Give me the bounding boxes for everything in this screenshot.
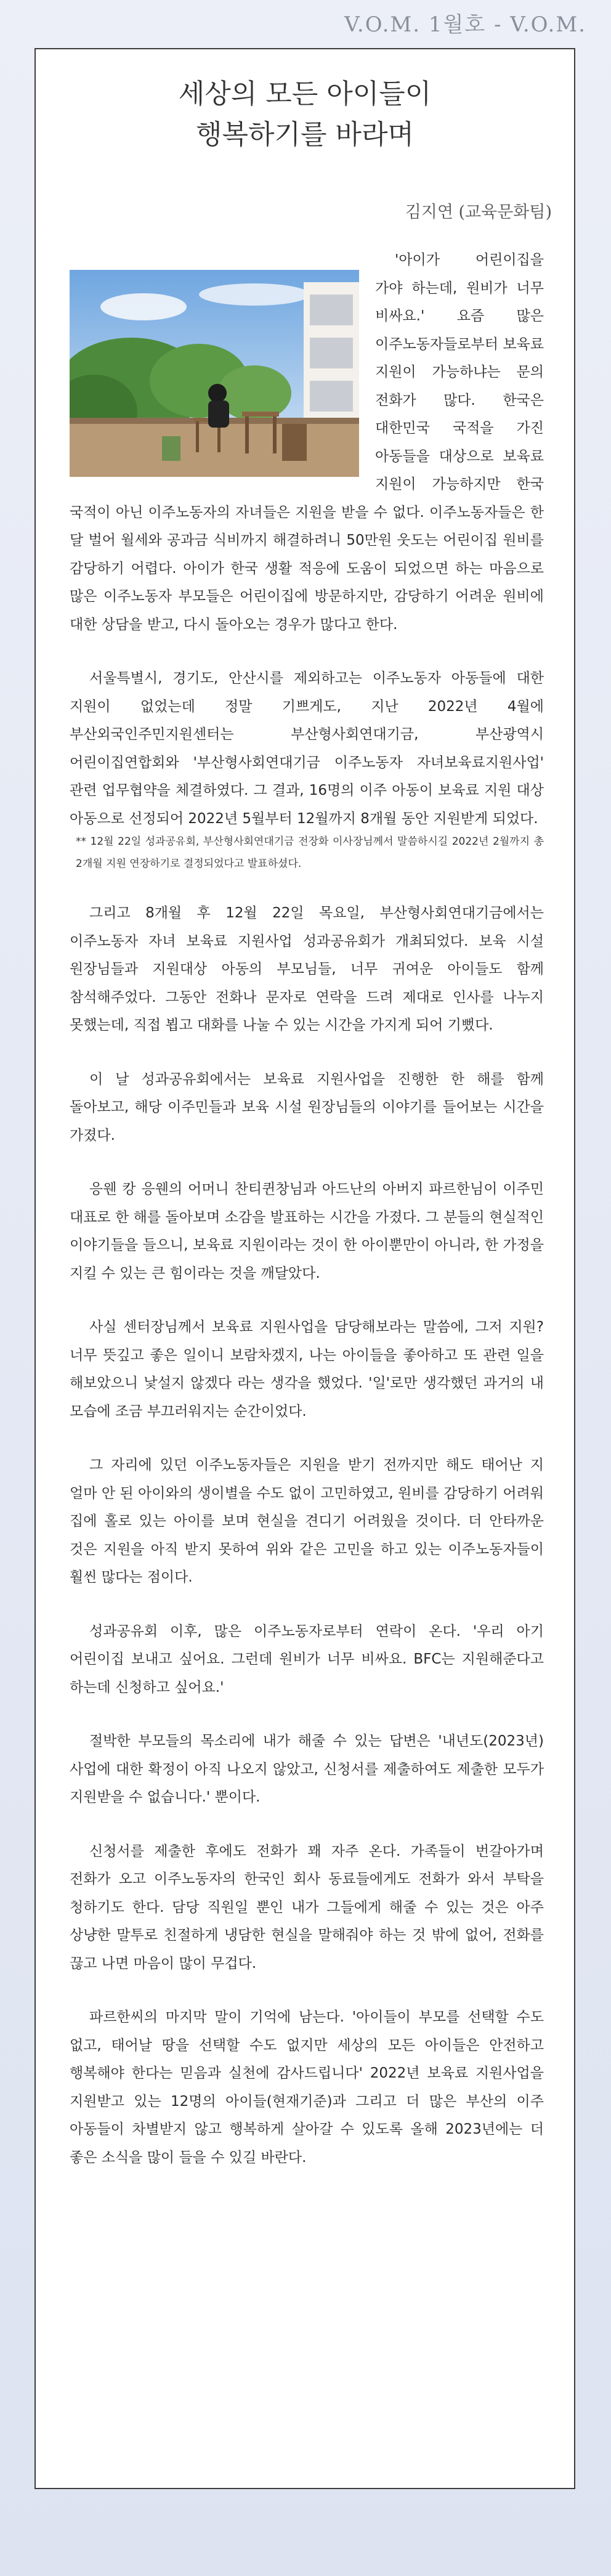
terrace-photo-image bbox=[70, 270, 359, 477]
paragraph-11: 파르한씨의 마지막 말이 기억에 남는다. '아이들이 부모를 선택할 수도 없고, 태어날 땅을 선택할 수도 없지만 세상의 모든 아이들은 안전하고 행복해야 한다는 믿음과 실천에 감사드립니다' 2022년 보육료 지원사업을 지원받고 있는 12명의 아이들(현재기준)과 그리고 더 많은 부산의 이주 아동들이 차별받지 않고 행복하게 살아갈 수 있도록 올해 2023년에는 더 좋은 소식을 많이 들을 수 있길 바란다. bbox=[70, 2009, 544, 2166]
article-title bbox=[36, 74, 574, 155]
article-paper bbox=[34, 48, 575, 2489]
paragraph-10: 신청서를 제출한 후에도 전화가 꽤 자주 온다. 가족들이 번갈아가며 전화가 오고 이주노동자의 한국인 회사 동료들에게도 전화가 와서 부탁을 청하기도 한다. 담당 직원일 뿐인 내가 그들에게 해줄 수 있는 것은 아주 상냥한 말투로 친절하게 냉담한 현실을 말해줘야 하는 것 밖에 없어, 전화를 끊고 나면 마음이 많이 무겁다. bbox=[70, 1843, 544, 1972]
note-paragraph: ** 12월 22일 성과공유회, 부산형사회연대기금 전장화 이사장님께서 말씀하시길 2022년 2월까지 총 2개월 지원 연장하기로 결정되었다고 발표하셨다. bbox=[76, 835, 544, 870]
paragraph-7: 그 자리에 있던 이주노동자들은 지원을 받기 전까지만 해도 태어난 지 얼마 안 된 아이와의 생이별을 수도 없이 고민하였고, 원비를 감당하기 어려워 집에 홀로 있는 아이를 보며 현실을 견디기 어려웠을 것이다. 더 안타까운 것은 지원을 아직 받지 못하여 위와 같은 고민을 하고 있는 이주노동자들이 훨씬 많다는 점이다. bbox=[70, 1457, 544, 1585]
article-body bbox=[70, 246, 544, 2198]
header-bar bbox=[0, 0, 611, 48]
issue-header: V.O.M. 1월호 - V.O.M. bbox=[344, 12, 586, 37]
title-line-2: 행복하기를 바라며 bbox=[195, 119, 415, 150]
paragraph-3: 그리고 8개월 후 12월 22일 목요일, 부산형사회연대기금에서는 이주노동자 자녀 보육료 지원사업 성과공유회가 개최되었다. 보육 시설 원장님들과 지원대상 아동의 부모님들, 너무 귀여운 아이들도 함께 참석해주었다. 그동안 전화나 문자로 연락을 드려 제대로 인사를 나누지 못했는데, 직접 뵙고 대화를 나눌 수 있는 시간을 가지게 되어 기뻤다. bbox=[70, 905, 544, 1033]
paragraph-4: 이 날 성과공유회에서는 보육료 지원사업을 진행한 한 해를 함께 돌아보고, 해당 이주민들과 보육 시설 원장님들의 이야기를 들어보는 시간을 가졌다. bbox=[70, 1071, 544, 1144]
paragraph-8: 성과공유회 이후, 많은 이주노동자로부터 연락이 온다. '우리 아기 어린이집 보내고 싶어요. 그런데 원비가 너무 비싸요. BFC는 지원해준다고 하는데 신청하고 싶어요.' bbox=[70, 1623, 544, 1696]
paragraph-6: 사실 센터장님께서 보육료 지원사업을 담당해보라는 말씀에, 그저 지원? 너무 뜻깊고 좋은 일이니 보람차겠지, 나는 아이들을 좋아하고 또 관련 일을 해보았으니 낯설지 않겠다 라는 생각을 했었다. '일'로만 생각했던 과거의 내 모습에 조금 부끄러워지는 순간이었다. bbox=[70, 1319, 544, 1420]
paragraph-1-text: '아이가 어린이집을 가야 하는데, 원비가 너무 비싸요.' 요즘 많은 이주노동자들로부터 보육료 지원이 가능하냐는 문의 전화가 많다. 한국은 대한민국 국적을 가진 아동들을 대상으로 보육료 지원이 가능하지만 한국 국적이 아닌 이주노동자의 자녀들은 지원을 받을 수 없다. 이주노동자들은 한 달 벌어 월세와 공과금 식비까지 해결하려니 50만원 웃도는 어린이집 원비를 감당하기 어렵다. 아이가 한국 생활 적응에 도움이 되었으면 하는 마음으로 많은 이주노동자 부모들은 어린이집에 방문하지만, 감당하기 어려운 원비에 대한 상담을 받고, 다시 돌아오는 경우가 많다고 한다. bbox=[70, 252, 544, 633]
author-byline: 김지연 (교육문화팀) bbox=[405, 203, 552, 222]
paragraph-5: 응웬 캉 응웬의 어머니 찬티퀸창님과 아드난의 아버지 파르한님이 이주민 대표로 한 해를 돌아보며 소감을 발표하는 시간을 가졌다. 그 분들의 현실적인 이야기들을 들으니, 보육료 지원이라는 것이 한 아이뿐만이 아니라, 한 가정을 지킬 수 있는 큰 힘이라는 것을 깨달았다. bbox=[70, 1181, 544, 1282]
paragraph-9: 절박한 부모들의 목소리에 내가 해줄 수 있는 답변은 '내년도(2023년) 사업에 대한 확정이 아직 나오지 않았고, 신청서를 제출하여도 제출한 모두가 지원받을 수 없습니다.' 뿐이다. bbox=[70, 1733, 544, 1805]
paragraph-2: 서울특별시, 경기도, 안산시를 제외하고는 이주노동자 아동들에 대한 지원이 없었는데 정말 기쁘게도, 지난 2022년 4월에 부산외국인주민지원센터는 부산형사회연대기금, 부산광역시 어린이집연합회와 '부산형사회연대기금 이주노동자 자녀보육료지원사업' 관련 업무협약을 체결하였다. 그 결과, 16명의 이주 아동이 보육료 지원 대상 아동으로 선정되어 2022년 5월부터 12월까지 8개월 동안 지원받게 되었다. bbox=[70, 670, 544, 827]
title-line-1: 세상의 모든 아이들이 bbox=[178, 78, 432, 110]
article-photo bbox=[70, 270, 359, 477]
